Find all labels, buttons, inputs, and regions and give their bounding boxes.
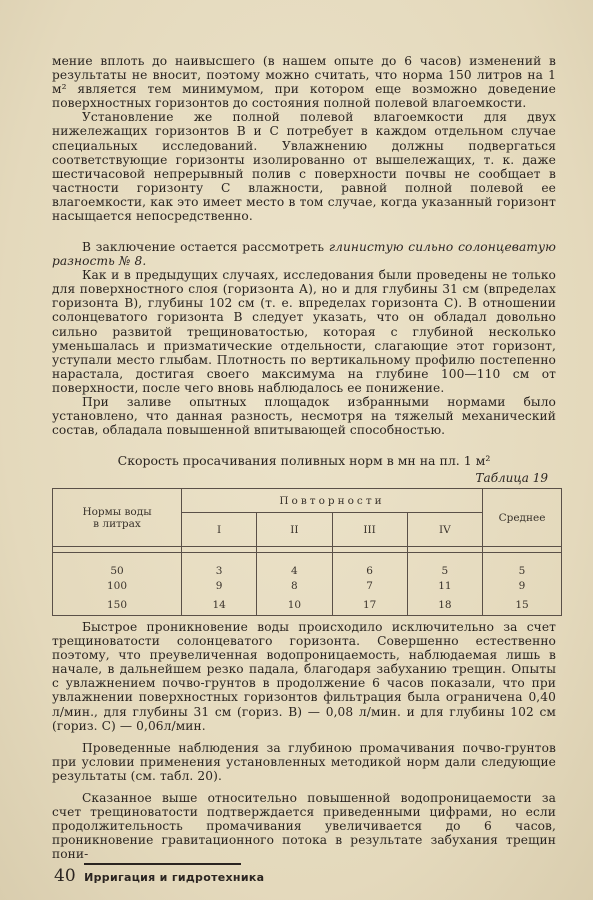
- text-block-bottom: [52, 620, 556, 862]
- table-caption: Скорость просачивания поливных норм в мн на пл. 1 м²: [117, 453, 491, 468]
- journal-title: Ирригация и гидротехника: [84, 871, 265, 884]
- paragraph-8: Сказанное выше относительно повышенной водопроницаемости за счет трещиноватости подтверждается приведенными цифрами, но если продолжительность промачивания увеличивается до 6 часов, проникновение гравитационного потока в результате забухания трещин пони-: [52, 791, 556, 862]
- paragraph-2: Установление же полной полевой влагоемкости для двух нижележащих горизонтов В и С потребует в каждом отдельном случае специальных исследований. Увлажнению должны подвергаться соответствующие горизонты изолированно от вышележащих, т. к. даже шестичасовой непрерывный полив с поверхности почвы не сообщает в частности горизонту С влажности, равной полной полевой ее влагоемкости, как это имеет место в том случае, когда указанный горизонт насыщается непосредственно.: [52, 110, 556, 224]
- table-row: 100 9 8 7 11 9: [53, 577, 562, 595]
- text-block-top: [52, 54, 556, 223]
- table-number: Таблица 19: [475, 471, 548, 485]
- text-block-middle: [52, 240, 556, 437]
- paragraph-5: При заливе опытных площадок избранными нормами было установлено, что данная разность, несмотря на тяжелый механический состав, обладала повышенной впитывающей способностью.: [52, 395, 556, 438]
- table-row: 50 3 4 6 5 5: [53, 553, 562, 578]
- paragraph-4: Как и в предыдущих случаях, исследования были проведены не только для поверхностного слоя (горизонта А), но и для глубины 31 см (впределах горизонта В), глубины 102 см (т. е. впределах горизонта С). В отношении солонцеватого горизонта В следует указать, что он обладал довольно сильно развитой трещиноватостью, которая с глубиной несколько уменьшалась и призматические отдельности, слагающие этот горизонт, уступали место глыбам. Плотность по вертикальному профилю постепенно нарастала, достигая своего максимума на глубине 100—110 см от поверхности, после чего вновь наблюдалось ее понижение.: [52, 268, 556, 395]
- page-number: 40: [54, 866, 76, 886]
- data-table: [52, 488, 562, 616]
- header-norms: Нормы воды в литрах: [53, 489, 182, 547]
- paragraph-1: мение вплоть до наивысшего (в нашем опыте до 6 часов) изменений в результаты не вносит, поэтому можно считать, что норма 150 литров на 1 м² является тем минимумом, при котором еще возможно доведение поверхностных горизонтов до состояния полной полевой влагоемкости.: [52, 54, 556, 111]
- paragraph-7: Проведенные наблюдения за глубиною промачивания почво-грунтов при условии применения установленных методикой норм дали следующие результаты (см. табл. 20).: [52, 740, 556, 783]
- col-3: III: [332, 513, 407, 547]
- col-2: II: [257, 513, 332, 547]
- paragraph-3: В заключение остается рассмотреть глинистую сильно солонцеватую разность № 8.: [52, 240, 556, 269]
- page-footer: [54, 866, 264, 886]
- header-average: Среднее: [483, 489, 562, 547]
- table-row: 150 14 10 17 18 15: [53, 595, 562, 615]
- col-4: IV: [407, 513, 482, 547]
- paragraph-6: Быстрое проникновение воды происходило исключительно за счет трещиноватости солонцеватого горизонта. Совершенно естественно поэтому, что преувеличенная водопроницаемость, наблюдаемая лишь в начале, в дальнейшем резко падала, благодаря забуханию трещин. Опыты с увлажнением почво-грунтов в продолжение 6 часов показали, что при увлажнении поверхностных горизонтов фильтрация была ограничена 0,40 л/мин., для глубины 31 см (гориз. В) — 0,08 л/мин. и для глубины 102 см (гориз. С) — 0,06л/мин.: [52, 620, 556, 733]
- col-1: I: [182, 513, 257, 547]
- footer-rule: [84, 863, 241, 865]
- header-repeats: Повторности: [182, 489, 483, 513]
